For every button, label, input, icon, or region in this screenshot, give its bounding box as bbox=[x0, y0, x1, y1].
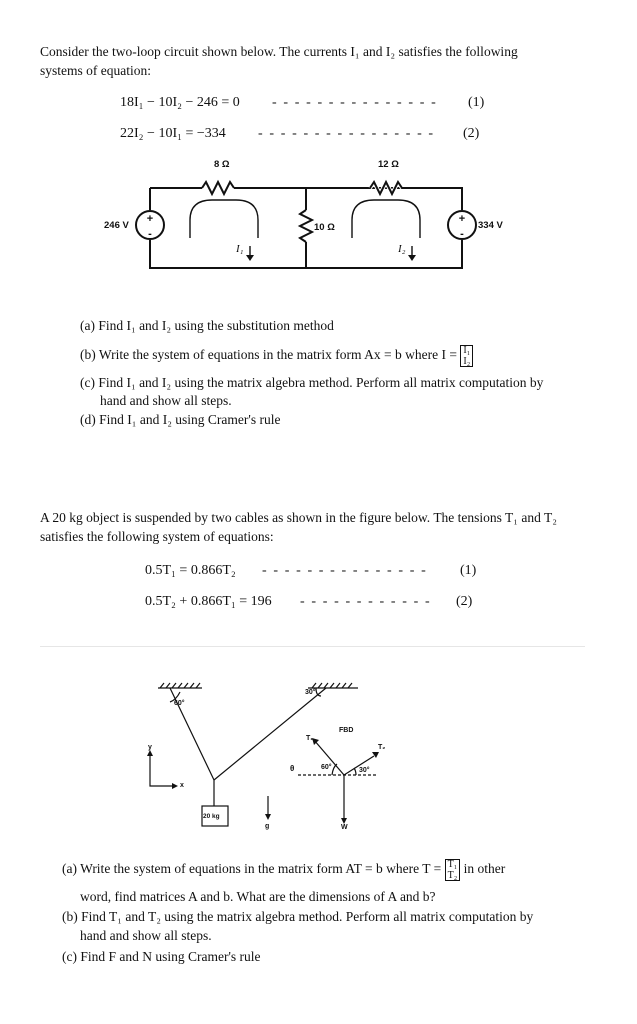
p2-eq2-tag: (2) bbox=[456, 594, 473, 609]
p1-item-b-text: (b) Write the system of equations in the matrix form Ax = b where I = bbox=[80, 347, 457, 363]
label-12-ohm: 12 Ω bbox=[378, 159, 399, 170]
label-246v: 246 V bbox=[104, 220, 129, 231]
label-angle-left: 60° bbox=[174, 700, 185, 707]
p1-item-c-line2: hand and show all steps. bbox=[100, 393, 232, 408]
p2-item-b-line2: hand and show all steps. bbox=[80, 928, 212, 943]
p1-eq1: 18I₁ − 10I₂ − 246 = 0 bbox=[120, 95, 240, 110]
label-fbd: FBD bbox=[339, 727, 354, 734]
loop-arc-1 bbox=[190, 200, 258, 238]
p1-eq1-dashes: - - - - - - - - - - - - - - - bbox=[272, 95, 438, 110]
p1-vec-bottom: I₂ bbox=[463, 356, 471, 367]
p2-item-a-line1 bbox=[62, 859, 505, 881]
p2-item-c: (c) Find F and N using Cramer's rule bbox=[62, 949, 261, 964]
label-fbd-angle2: 30° bbox=[359, 767, 370, 774]
label-t1: T₁ bbox=[306, 735, 314, 742]
p1-intro-line1: Consider the two-loop circuit shown below. The currents I₁ and I₂ satisfies the following bbox=[40, 44, 518, 59]
p2-vector-t bbox=[445, 859, 461, 881]
label-axis-y: y bbox=[148, 744, 152, 751]
p1-item-d: (d) Find I₁ and I₂ using Cramer's rule bbox=[80, 412, 281, 427]
label-w: W bbox=[341, 824, 348, 831]
p2-eq2: 0.5T₂ + 0.866T₁ = 196 bbox=[145, 594, 272, 609]
p2-eq2-dashes: - - - - - - - - - - - - bbox=[300, 594, 432, 609]
p1-eq2-dashes: - - - - - - - - - - - - - - - - bbox=[258, 126, 435, 141]
svg-text:+: + bbox=[146, 213, 154, 225]
resistor-8-zigzag bbox=[202, 182, 234, 194]
svg-text:-: - bbox=[148, 228, 152, 240]
label-10-ohm: 10 Ω bbox=[314, 222, 335, 233]
p1-eq2-tag: (2) bbox=[463, 126, 480, 141]
divider bbox=[40, 646, 585, 647]
loop-arc-2 bbox=[352, 200, 420, 238]
label-t2: T₂ bbox=[378, 744, 386, 751]
label-334v: 334 V bbox=[478, 220, 503, 231]
p2-eq1-tag: (1) bbox=[460, 563, 477, 578]
label-mass: 20 kg bbox=[203, 813, 220, 820]
p1-vec-top: I₁ bbox=[463, 345, 471, 356]
p1-item-c-line1: (c) Find I₁ and I₂ using the matrix algebra method. Perform all matrix computation by bbox=[80, 375, 544, 390]
resistor-10-zigzag bbox=[300, 210, 312, 242]
svg-text:+: + bbox=[458, 213, 466, 225]
p2-item-b-line1: (b) Find T₁ and T₂ using the matrix algebra method. Perform all matrix computation by bbox=[62, 909, 534, 924]
p2-item-a-text: (a) Write the system of equations in the matrix form AT = b where T = bbox=[62, 861, 442, 877]
label-8-ohm: 8 Ω bbox=[214, 159, 230, 170]
circuit-diagram bbox=[90, 158, 530, 278]
p2-vec-top: T₁ bbox=[447, 859, 458, 870]
p1-intro-line2: systems of equation: bbox=[40, 63, 151, 78]
label-theta: θ bbox=[290, 764, 295, 773]
p1-eq1-tag: (1) bbox=[468, 95, 485, 110]
p1-eq2: 22I₂ − 10I₁ = −334 bbox=[120, 126, 226, 141]
svg-text:-: - bbox=[460, 228, 464, 240]
wire-top-right bbox=[402, 188, 462, 210]
cable-right bbox=[214, 688, 326, 780]
p2-vec-bottom: T₂ bbox=[447, 870, 458, 881]
label-g: g bbox=[265, 823, 270, 830]
p2-item-a-tail: in other bbox=[463, 861, 506, 877]
label-axis-x: x bbox=[180, 782, 184, 789]
label-i2: I₂ bbox=[398, 243, 406, 255]
label-i1: I₁ bbox=[236, 243, 244, 255]
label-angle-right: 30° bbox=[305, 689, 316, 696]
label-fbd-angle1: 60° bbox=[321, 764, 332, 771]
p1-vector-i bbox=[460, 345, 473, 367]
p1-item-a: (a) Find I₁ and I₂ using the substitution method bbox=[80, 318, 334, 333]
p2-intro-line1: A 20 kg object is suspended by two cables as shown in the figure below. The tensions T₁ and T₂ bbox=[40, 510, 557, 525]
p2-eq1: 0.5T₁ = 0.866T₂ bbox=[145, 563, 236, 578]
p2-item-a-line2: word, find matrices A and b. What are the dimensions of A and b? bbox=[80, 889, 436, 904]
p1-item-b bbox=[80, 345, 473, 367]
p2-eq1-dashes: - - - - - - - - - - - - - - - bbox=[262, 563, 428, 578]
cable-figure bbox=[130, 672, 430, 842]
p2-intro-line2: satisfies the following system of equations: bbox=[40, 529, 274, 544]
